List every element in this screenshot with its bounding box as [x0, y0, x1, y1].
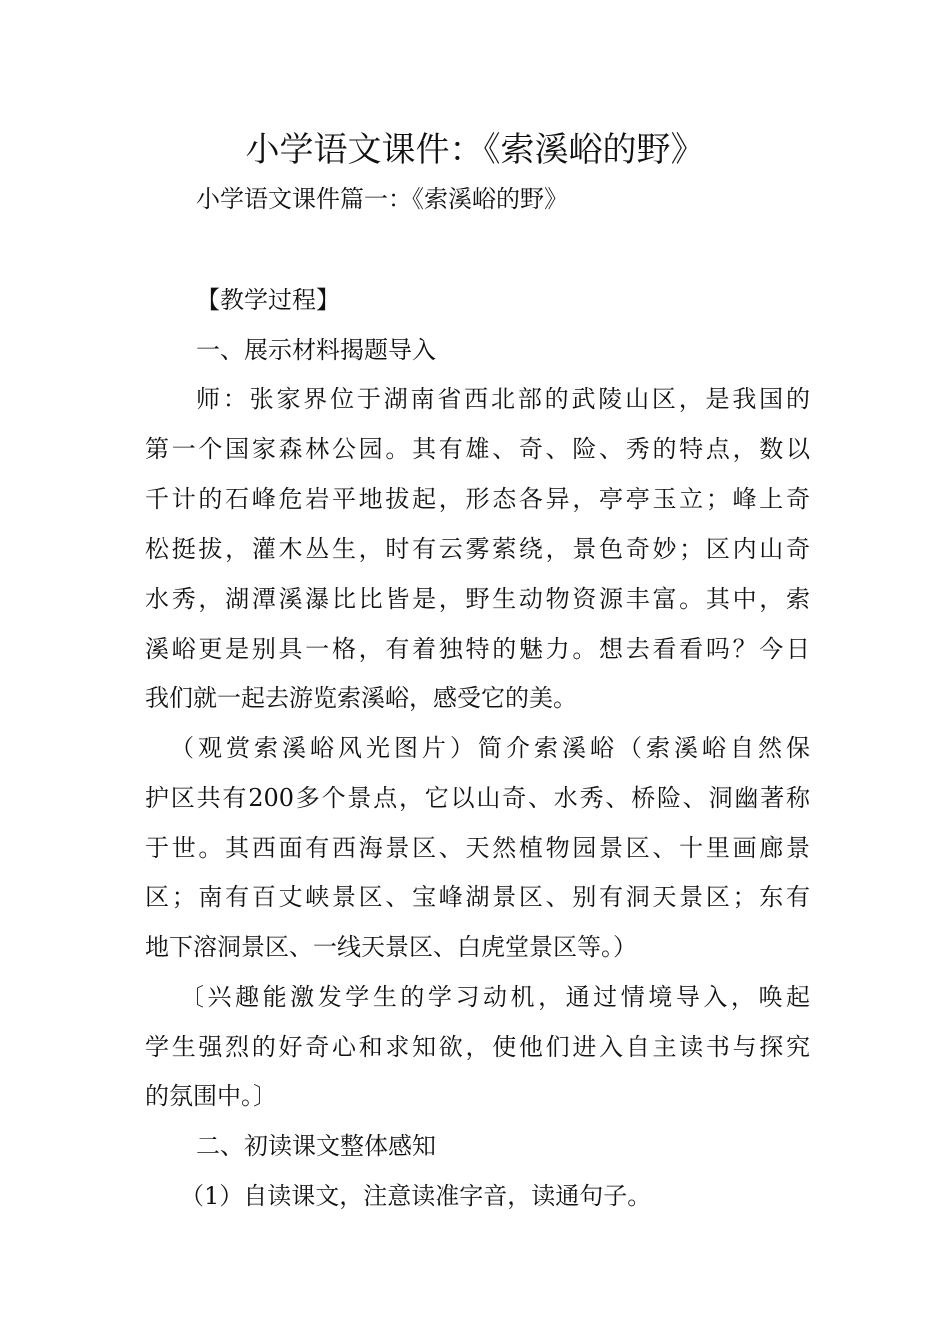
paragraph-line: 师：张家界位于湖南省西北部的武陵山区，是我国的: [196, 385, 810, 413]
paragraph-line: 〔兴趣能激发学生的学习动机，通过情境导入，唤起: [180, 983, 810, 1011]
paragraph-line: 学生强烈的好奇心和求知欲，使他们进入自主读书与探究: [145, 1033, 810, 1061]
paragraph-line: 于世。其西面有西海景区、天然植物园景区、十里画廊景: [145, 834, 810, 862]
paragraph-line: （观赏索溪峪风光图片）简介索溪峪（索溪峪自然保: [170, 734, 810, 762]
paragraph-line: （1）自读课文，注意读准字音，读通句子。: [180, 1182, 652, 1210]
section-heading-2: 二、初读课文整体感知: [196, 1132, 436, 1160]
paragraph-line: 水秀，湖潭溪瀑比比皆是，野生动物资源丰富。其中，索: [145, 585, 810, 613]
paragraph-line: 我们就一起去游览索溪峪，感受它的美。: [145, 684, 577, 712]
paragraph-line: 区；南有百丈峡景区、宝峰湖景区、别有洞天景区；东有: [145, 883, 810, 911]
paragraph-line: 护区共有200多个景点，它以山奇、水秀、桥险、洞幽著称: [145, 784, 810, 812]
section-heading-1: 一、展示材料揭题导入: [196, 336, 436, 364]
section-heading-teaching-process: 【教学过程】: [196, 286, 340, 314]
paragraph-line: 的氛围中。〕: [145, 1082, 277, 1110]
document-title: 小学语文课件：《索溪峪的野》: [245, 130, 705, 170]
subtitle: 小学语文课件篇一：《索溪峪的野》: [196, 185, 568, 213]
paragraph-line: 第一个国家森林公园。其有雄、奇、险、秀的特点，数以: [145, 435, 810, 463]
paragraph-line: 千计的石峰危岩平地拔起，形态各异，亭亭玉立；峰上奇: [145, 485, 810, 513]
paragraph-line: 地下溶洞景区、一线天景区、白虎堂景区等。）: [145, 933, 637, 961]
paragraph-line: 松挺拔，灌木丛生，时有云雾萦绕，景色奇妙；区内山奇: [145, 535, 810, 563]
paragraph-line: 溪峪更是别具一格，有着独特的魅力。想去看看吗？今日: [145, 635, 810, 663]
